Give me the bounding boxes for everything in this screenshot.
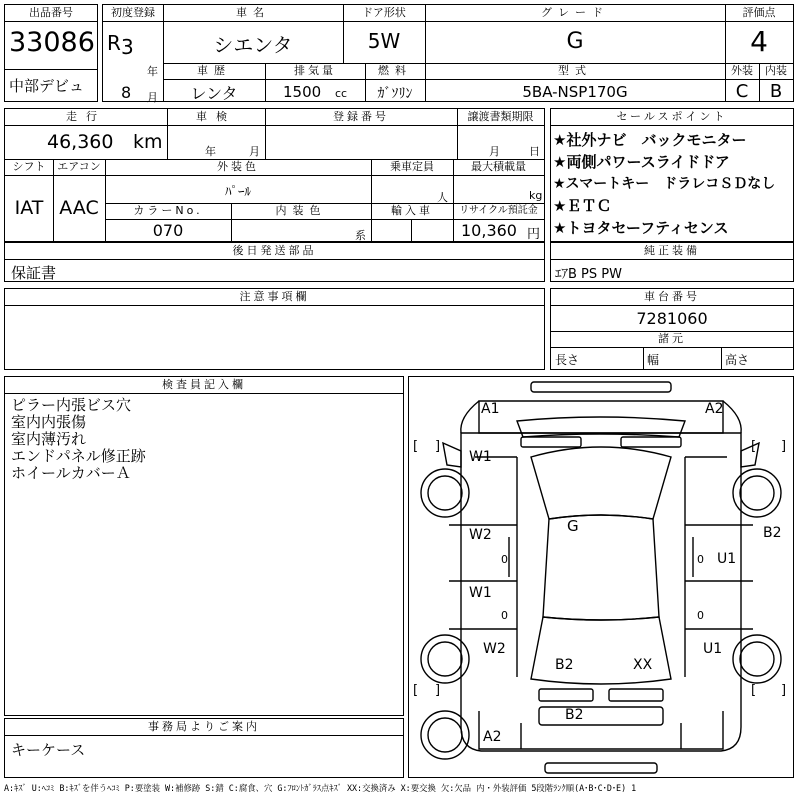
score: 4 xyxy=(750,25,768,58)
mark-w1-front: W1 xyxy=(469,449,492,465)
transfer-day-unit: 日 xyxy=(529,145,540,158)
recycle: 10,360 xyxy=(461,221,517,240)
displacement-unit: cc xyxy=(335,87,348,100)
office-label: 事務局よりご案内 xyxy=(5,719,403,736)
chassis-value: 7281060 xyxy=(636,309,708,328)
later-parts-label: 後日発送部品 xyxy=(5,243,544,260)
transfer-month-unit: 月 xyxy=(489,145,500,158)
lot-number-label: 出品番号 xyxy=(5,5,97,22)
mileage: 46,360 xyxy=(47,131,114,153)
sales-point-item: ★スマートキー ドラレコＳＤなし xyxy=(553,176,776,192)
door-label: ドア形状 xyxy=(362,6,406,19)
mileage-unit: km xyxy=(133,131,163,153)
mark-w2-left-2: W2 xyxy=(483,641,506,657)
mark-zero-right-2: 0 xyxy=(697,609,704,622)
notes-label: 注意事項欄 xyxy=(5,289,544,306)
era: R xyxy=(107,31,121,55)
sales-point-item: ★社外ナビ バックモニター xyxy=(553,131,747,149)
lot-number-box xyxy=(4,4,98,102)
aircon: AAC xyxy=(59,197,99,219)
first-reg-label: 初度登録 xyxy=(111,6,155,19)
month-unit: 月 xyxy=(147,91,158,104)
legend: A:ｷｽﾞ U:ﾍｺﾐ B:ｷｽﾞを伴うﾍｺﾐ P:要塗装 W:補修跡 S:錆 C:腐食、穴 G:ﾌﾛﾝﾄｶﾞﾗｽ点ｷｽﾞ XX:交換済み X:要交換 欠:欠品 内・外装評価 5段階ﾗﾝｸ順(A･B･C･D･E) 1 xyxy=(4,783,637,793)
equipment-box xyxy=(550,242,794,282)
ext-color: ﾊﾟｰﾙ xyxy=(225,185,251,200)
inspector-line: ホイールカバーＡ xyxy=(11,464,131,482)
grade: G xyxy=(566,29,584,54)
right-mirror-shape xyxy=(741,443,759,467)
capacity-label: 乗車定員 xyxy=(390,160,434,173)
specs-label: 諸元 xyxy=(551,331,793,348)
windshield-shape xyxy=(531,447,671,519)
sales-points-label: セールスポイント xyxy=(551,109,793,126)
inspector-lines xyxy=(11,397,146,482)
mark-zero-right-1: 0 xyxy=(697,553,704,566)
inspector-box xyxy=(4,376,404,716)
chassis-label: 車台番号 xyxy=(551,289,793,306)
year-unit: 年 xyxy=(147,65,158,78)
spec-width: 幅 xyxy=(647,353,660,367)
shift-label: シフト xyxy=(12,160,46,173)
front-bumper-shape xyxy=(531,382,671,392)
shift: IAT xyxy=(14,197,44,219)
mark-b2-bumper: B2 xyxy=(565,707,584,723)
mark-w2-left: W2 xyxy=(469,527,492,543)
mark-a1-top: A1 xyxy=(481,401,500,417)
sales-points-list xyxy=(553,129,775,239)
color-no: 070 xyxy=(152,221,184,240)
sales-points-box xyxy=(550,108,794,242)
month: 8 xyxy=(121,83,132,102)
rear-bumper-shape xyxy=(539,707,663,725)
sales-point-item: ★トヨタセーフティセンス xyxy=(553,219,729,237)
capacity-unit: 人 xyxy=(437,191,448,204)
bracket-mark: ] xyxy=(435,683,441,698)
equipment-label: 純正装備 xyxy=(551,243,793,260)
equipment-value: ｴｱB PS PW xyxy=(555,267,622,282)
spec-height: 高さ xyxy=(725,353,750,367)
interior: B xyxy=(769,81,783,102)
right-headlight-shape xyxy=(621,437,681,447)
notes-box xyxy=(4,288,545,370)
max-load-label: 最大積載量 xyxy=(471,160,526,173)
int-color-label: 内装色 xyxy=(275,204,327,217)
color-no-label: カラーNo. xyxy=(133,204,203,217)
mark-a2-top: A2 xyxy=(705,401,724,417)
displacement-label: 排気量 xyxy=(294,64,336,77)
inspector-label: 検査員記入欄 xyxy=(5,377,403,394)
car-diagram xyxy=(409,377,793,777)
reg-number-label: 登録番号 xyxy=(333,110,389,123)
history-label: 車歴 xyxy=(197,64,231,77)
transfer-label: 譲渡書類期限 xyxy=(467,110,534,123)
grade-label: グレード xyxy=(541,6,609,19)
history: レンタ xyxy=(190,84,238,103)
car-name-label: 車名 xyxy=(236,6,270,19)
bracket-mark: [ xyxy=(751,683,757,698)
mark-w1-left-2: W1 xyxy=(469,585,492,601)
max-load-unit: kg xyxy=(529,189,543,202)
front-right-corner xyxy=(723,401,741,433)
inspector-line: 室内薄汚れ xyxy=(11,430,87,448)
bracket-mark: [ xyxy=(751,439,757,454)
recycle-unit: 円 xyxy=(527,227,541,242)
aircon-label: エアコン xyxy=(57,160,101,173)
inspector-line: 室内内張傷 xyxy=(11,413,87,431)
car-name: シエンタ xyxy=(213,33,293,57)
mark-b2-right: B2 xyxy=(763,525,782,541)
venue: 中部デビュ xyxy=(9,77,85,95)
model-label: 型式 xyxy=(558,64,592,77)
exterior: C xyxy=(735,81,749,102)
sales-point-item: ★ＥＴＣ xyxy=(553,197,612,215)
inspection-year-unit: 年 xyxy=(205,145,216,158)
inspector-line: エンドパネル修正跡 xyxy=(11,447,146,465)
exterior-label: 外装 xyxy=(731,64,753,77)
mark-b2-rear-glass: B2 xyxy=(555,657,574,673)
mark-u1-right-1: U1 xyxy=(717,551,737,567)
rear-apron-lines xyxy=(521,723,681,749)
body-outline xyxy=(461,433,741,751)
mark-xx-rear-glass: XX xyxy=(633,657,653,673)
mileage-label: 走行 xyxy=(66,110,106,123)
bracket-mark: [ xyxy=(413,683,419,698)
recycle-label: リサイクル預託金 xyxy=(459,205,538,216)
header-grid xyxy=(102,4,794,102)
rear-step-shape xyxy=(545,763,657,773)
left-headlight-shape xyxy=(521,437,581,447)
chassis-box xyxy=(550,288,794,370)
score-label: 評価点 xyxy=(742,6,776,19)
office-box xyxy=(4,718,404,778)
rear-apron xyxy=(479,711,723,749)
grille-shape xyxy=(517,417,685,437)
office-value: キーケース xyxy=(11,741,86,759)
interior-label: 内装 xyxy=(765,64,787,77)
door: 5W xyxy=(367,29,401,53)
mark-a2-bottom: A2 xyxy=(483,729,502,745)
roof-shape xyxy=(543,515,659,620)
later-parts-box xyxy=(4,242,545,282)
lot-number: 33086 xyxy=(9,27,95,58)
rear-left-light-shape xyxy=(539,689,593,701)
displacement: 1500 xyxy=(283,83,322,101)
front-left-corner xyxy=(461,401,479,433)
bracket-mark: [ xyxy=(413,439,419,454)
fuel: ｶﾞｿﾘﾝ xyxy=(377,86,413,102)
int-color-suffix: 系 xyxy=(355,229,366,242)
inspector-line: ピラー内張ビス穴 xyxy=(11,396,132,414)
mark-u1-right-2: U1 xyxy=(703,641,723,657)
bracket-mark: ] xyxy=(781,439,787,454)
model: 5BA-NSP170G xyxy=(522,83,628,101)
fuel-label: 燃料 xyxy=(378,64,412,77)
bracket-mark: ] xyxy=(435,439,441,454)
slide-rails xyxy=(509,537,693,577)
later-parts-value: 保証書 xyxy=(11,264,57,282)
inspection-label: 車検 xyxy=(196,110,236,123)
mark-zero-left-2: 0 xyxy=(501,609,508,622)
spec-length: 長さ xyxy=(555,353,580,367)
mark-g-glass: G xyxy=(567,517,579,535)
bracket-mark: ] xyxy=(781,683,787,698)
details-grid xyxy=(4,108,545,242)
year: 3 xyxy=(121,35,134,59)
import-label: 輸入車 xyxy=(391,204,433,217)
left-mirror-shape xyxy=(443,443,461,467)
car-diagram-box xyxy=(408,376,794,778)
rear-glass-shape xyxy=(531,617,671,684)
mark-zero-left-1: 0 xyxy=(501,553,508,566)
sales-point-item: ★両側パワースライドドア xyxy=(553,153,730,171)
rear-right-light-shape xyxy=(609,689,663,701)
ext-color-label: 外装色 xyxy=(217,160,259,173)
inspection-month-unit: 月 xyxy=(249,145,260,158)
right-door-lines xyxy=(685,525,753,629)
